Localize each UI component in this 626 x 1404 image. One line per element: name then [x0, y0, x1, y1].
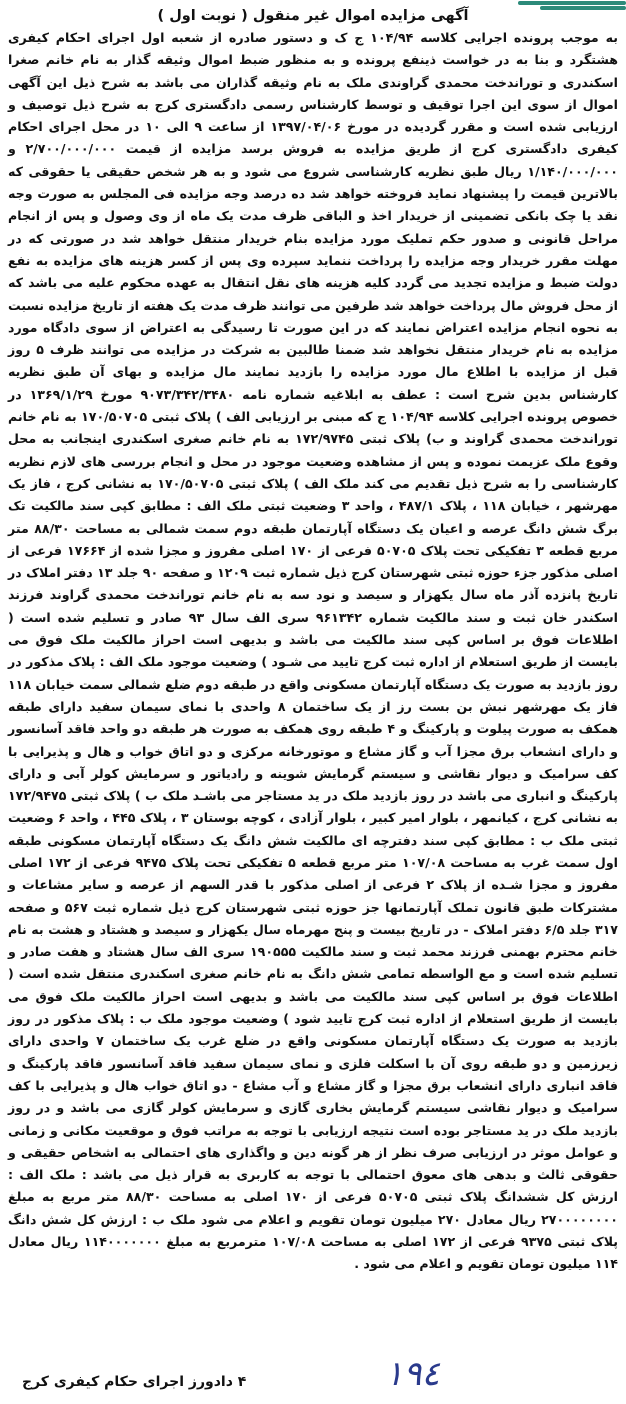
signature-text: ۴ دادورز اجرای حکام کیفری کرج — [22, 1374, 247, 1390]
notice-title: آگهی مزایده اموال غیر منقول ( نوبت اول ) — [157, 8, 469, 24]
notice-body — [8, 27, 618, 1276]
handwritten-number: ۱۹٤ — [385, 1354, 440, 1394]
signature-block — [0, 1356, 626, 1396]
notice-paragraph: به موجب پرونده اجرایی کلاسه ۱۰۴/۹۴ ج ک و دستور صادره از شعبه اول اجرای احکام کیفری هشتگرد و بنا به در خواست ذینفع پرونده و به منظور ضبط اموال وثیقه گذار به نام خانم صغرا اسکندری و توراندخت محمدی گراوندی ملک به نام وثیقه گذاران می باشد به شرح ذیل این آگهی اموال از سوی این اجرا توقیف و توسط کارشناس رسمی دادگستری کرج به شرح ذیل توصیف و ارزیابی شده است و مقرر گردیده در مورخ ۱۳۹۷/۰۴/۰۶ از ساعت ۹ الی ۱۰ در محل اجرای احکام کیفری دادگستری کرج از طریق مزایده به فروش برسد مزایده از قیمت ۲/۷۰۰/۰۰۰/۰۰۰ و ۱/۱۴۰/۰۰۰/۰۰۰ ریال طبق نظریه کارشناسی شروع می شود و به هر شخص حقیقی یا حقوقی که بالاترین قیمت را پیشنهاد نماید فروخته خواهد شد ده درصد وجه مزایده فی المجلس به صورت وجه نقد یا چک بانکی تضمینی از خریدار اخذ و الباقی ظرف مدت یک ماه از وی وصول و پس از انجام مراحل قانونی و صدور حکم تملیک مورد مزایده بنام خریدار منتقل خواهد شد در صورتی که در مهلت مقرر خریدار وجه مزایده را پرداخت ننماید سپرده وی پس از کسر هزینه های مزایده به نفع دولت ضبط و مزایده تجدید می گردد کلیه هزینه های نقل انتقال به عهده محکوم علیه می باشد که از محل فروش مال پرداخت خواهد شد طرفین می توانند ظرف مدت یک هفته از تاریخ مزایده نسبت به نحوه انجام مزایده اعتراض نمایند که در این صورت تا رسیدگی به اعتراض از سوی دادگاه مورد مزایده به نام خریدار منتقل نخواهد شد ضمنا طالبین به شرکت در مزایده می توانند ظرف ۵ روز قبل از مزایده با اطلاع مال مورد مزایده را بازدید نمایند مال مزایده و بهای آن طبق نظریه کارشناس بدین شرح است : عطف به ابلاغیه شماره نامه ۹۰۷۳/۳۴۲/۳۴۸۰ مورخ ۱۳۶۹/۱/۲۹ در خصوص پرونده اجرایی کلاسه ۱۰۴/۹۴ ج که مبنی بر ارزیابی الف ) پلاک ثبتی ۱۷۰/۵۰۷۰۵ به نام خانم توراندخت محمدی گراوند و ب) پلاک ثبتی ۱۷۲/۹۷۴۵ به نام خانم صغری اسکندری اینجانب به محل وقوع ملک عزیمت نموده و پس از مشاهده وضعیت موجود در محل و انجام بررسی های لازم نظریه کارشناسی را به شرح ذیل تقدیم می کند ملک الف ) پلاک ثبتی ۱۷۰/۵۰۷۰۵ به نشانی کرج ، فاز یک مهرشهر ، خیابان ۱۱۸ ، پلاک ۴۸۷/۱ ، واحد ۳ وضعیت ثبتی ملک الف : مطابق کپی سند مالکیت تک برگ شش دانگ عرصه و اعیان یک دستگاه آپارتمان طبقه دوم سمت شمالی به مساحت ۸۸/۳۰ متر مربع قطعه ۳ تفکیکی تحت پلاک ۵۰۷۰۵ فرعی از ۱۷۰ اصلی مفروز و مجزا شده از ۱۷۶۶۴ فرعی از اصلی مذکور جزء حوزه ثبتی شهرستان کرج ذیل شماره ثبت ۱۲۰۹ و صفحه ۹۰ جلد ۱۳ دفتر املاک در تاریخ پانزده آذر ماه سال یکهزار و سیصد و نود سه به نام خانم توراندخت محمدی گراوند فرزند اسکندر خان ثبت و سند مالکیت شماره ۹۶۱۳۴۲ سری الف سال ۹۳ صادر و تسلیم شده است ( اطلاعات فوق بر اساس کپی سند مالکیت می باشد و بدیهی است احراز مالکیت ملک فوق می بایست از طریق استعلام از اداره ثبت کرج تایید می شـود ) وضعیت موجود ملک الف : پلاک مذکور در روز بازدید به صورت یک دستگاه آپارتمان مسکونی واقع در طبقه دوم ضلع شمالی سمت خیابان ۱۱۸ فاز یک مهرشهر نبش بن بست رز از یک ساختمان ۸ واحدی با نمای سیمان سفید دارای طبقه همکف به صورت پیلوت و پارکینگ و ۴ طبقه روی همکف به صورت هر طبقه دو واحد فاقد آسانسور و دارای انشعاب برق مجزا آب و گاز مشاع و موتورخانه مرکزی و دو اتاق خواب و هال و پذیرایی با کف سرامیک و دیوار نقاشی و سیستم گرمایش شوینه و رادیاتور و سرمایش کولر آبی و دارای پارکینگ و انباری می باشد در روز بازدید ملک در ید مستاجر می باشـد ملک ب ) پلاک ثبتی ۱۷۲/۹۴۷۵ به نشانی کرج ، کیانمهر ، بلوار امیر کبیر ، بلوار آزادی ، کوچه بوستان ۳ ، پلاک ۴۴۵ ، واحد ۶ وضعیت ثبتی ملک ب : مطابق کپی سند دفترچه ای مالکیت شش دانگ یک دستگاه آپارتمان مسکونی طبقه اول سمت غرب به مساحت ۱۰۷/۰۸ متر مربع قطعه ۵ تفکیکی تحت پلاک ۹۴۷۵ فرعی از ۱۷۲ اصلی مفروز و مجزا شـده از پلاک ۲ فرعی از اصلی مذکور با قدر السهم از عرصه و سایر مشاعات و مشترکات طبق قانون تملک آپارتمانها جز حوزه ثبتی شهرستان کرج ذیل شماره ثبت ۵۶۷ و صفحه ۳۱۷ جلد ۶/۵ دفتر املاک - در تاریخ بیست و پنج مهرماه سال یکهزار و سیصد و هشتاد و هشت به نام خانم محترم بهمنی فرزند محمد ثبت و سند مالکیت ۱۹۰۵۵۵ سری الف سال هشتاد و هفت صادر و تسلیم شده است و مع الواسطه تمامی شش دانگ به نام خانم صغری اسکندری منتقل شده است ( اطلاعات فوق بر اساس کپی سند مالکیت می باشد و بدیهی است احراز مالکیت ملک فوق می بایست از طریق استعلام از اداره ثبت کرج تایید شود ) وضعیت موجود ملک ب : پلاک مذکور در روز بازدید به صورت یک دستگاه آپارتمان مسکونی واقع در ضلع غرب یک ساختمان ۷ واحدی دارای زیرزمین و دو طبقه روی آن با اسکلت فلزی و نمای سیمان سفید فاقد آسانسور فاقد پارکینگ و فاقد انباری دارای انشعاب برق مجزا و گاز مشاع و آب مشاع - دو اتاق خواب هال و پذیرایی با کف سرامیک و دیوار نقاشی سیستم گرمایش بخاری گازی و سرمایش کولر گازی می باشد و در روز بازدید ملک در ید مستاجر بوده است نتیجه ارزیابی با توجه به مراتب فوق و موقعیت مکانی و زمانی و عوامل موثر در ارزیابی صرف نظر از هر گونه دین و واگذاری های احتمالی به اشخاص حقیقی و حقوقی ثالث و بدهی های معوق احتمالی با توجه به کاربری به قرار ذیل می باشد : ملک الف : ارزش کل ششدانگ پلاک ثبتی ۵۰۷۰۵ فرعی از ۱۷۰ اصلی به مساحت ۸۸/۳۰ متر مربع به مبلغ ۲۷۰۰۰۰۰۰۰۰ ریال معادل ۲۷۰ میلیون تومان تقویم و اعلام می شود ملک ب : ارزش کل شش دانگ پلاک ثبتی ۹۳۷۵ فرعی از ۱۷۲ اصلی به مساحت ۱۰۷/۰۸ مترمربع به مبلغ ۱۱۴۰۰۰۰۰۰۰ ریال معادل ۱۱۴ میلیون تومان تقویم و اعلام می شود . — [8, 30, 619, 1272]
